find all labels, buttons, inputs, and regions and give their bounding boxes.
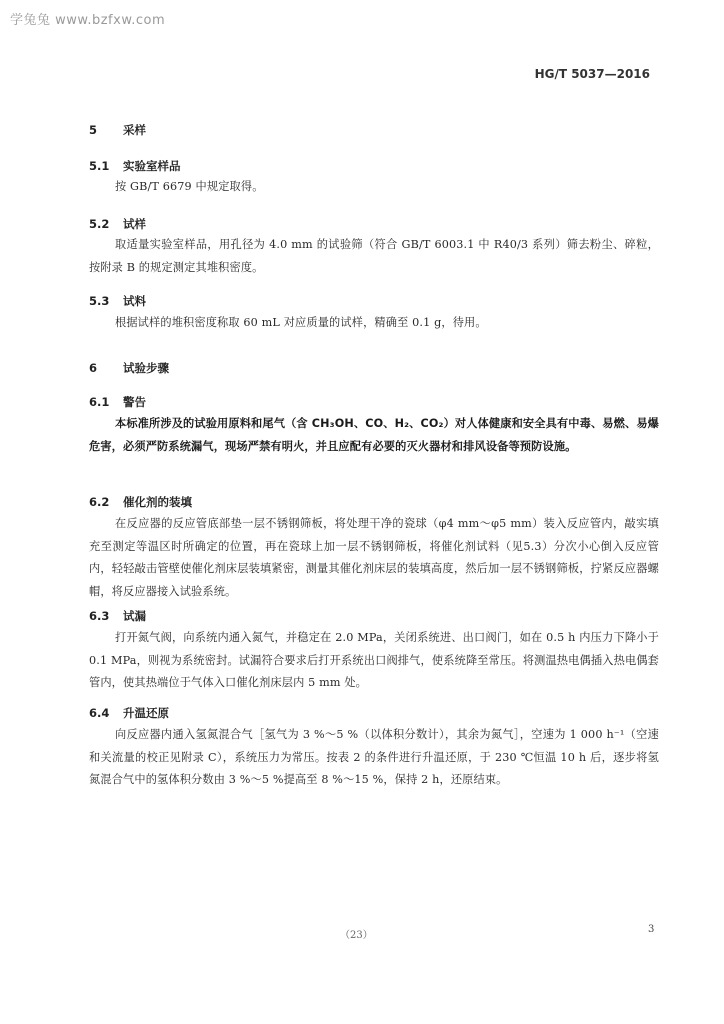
section-6-heading — [89, 360, 169, 376]
section-title: 实验室样品 — [123, 159, 181, 173]
site-watermark: 学兔兔 www.bzfxw.com — [10, 13, 166, 28]
section-6-2-text: 在反应器的反应管底部垫一层不锈钢筛板，将处理干净的瓷球（φ4 mm～φ5 mm）装入反应管内，敲实填充至测定等温区时所确定的位置，再在瓷球上加一层不锈钢筛板，将催化剂试料（见5.3）分次小心倒入反应管内，轻轻敲击管壁使催化剂床层装填紧密，测量其催化剂床层的装填高度，然后加一层不锈钢筛板，拧紧反应器螺帽，将反应器接入试验系统。 — [89, 517, 659, 598]
section-title: 催化剂的装填 — [123, 495, 192, 509]
section-number: 6 — [89, 361, 98, 375]
section-6-4-text: 向反应器内通入氢氮混合气［氢气为 3 %～5 %（以体积分数计），其余为氮气］，空速为 1 000 h⁻¹（空速和关流量的校正见附录 C），系统压力为常压。按表 2 的条件进行升温还原，于 230 ℃恒温 10 h 后，逐步将氢氮混合气中的氢体积分数由 3 %～5 %提高至 8 %～15 %，保持 2 h，还原结束。 — [89, 728, 659, 786]
section-title: 试漏 — [123, 609, 146, 623]
section-title: 采样 — [123, 123, 146, 137]
standard-code: HG/T 5037—2016 — [534, 67, 650, 81]
section-5-1-text: 按 GB/T 6679 中规定取得。 — [115, 180, 264, 193]
section-6-3-text: 打开氮气阀，向系统内通入氮气，并稳定在 2.0 MPa，关闭系统进、出口阀门，如在 0.5 h 内压力下降小于 0.1 MPa，则视为系统密封。试漏符合要求后打开系统出口阀排气，使系统降至常压。将测温热电偶插入热电偶套管内，使其热端位于气体入口催化剂床层内 5 mm 处。 — [89, 631, 659, 689]
section-5-3-heading — [89, 293, 146, 309]
section-number: 5.2 — [89, 217, 110, 231]
section-6-1-heading — [89, 394, 146, 410]
section-5-1-heading — [89, 158, 181, 174]
section-6-3-heading — [89, 608, 146, 624]
section-number: 6.3 — [89, 609, 110, 623]
section-title: 试样 — [123, 217, 146, 231]
section-number: 5.1 — [89, 159, 110, 173]
section-title: 试验步骤 — [123, 361, 169, 375]
section-title: 试料 — [123, 294, 146, 308]
section-6-2-heading — [89, 494, 192, 510]
section-5-2-text: 取适量实验室样品，用孔径为 4.0 mm 的试验筛（符合 GB/T 6003.1 中 R40/3 系列）筛去粉尘、碎粒，按附录 B 的规定测定其堆积密度。 — [89, 238, 659, 274]
section-5-heading — [89, 122, 146, 138]
section-number: 6.1 — [89, 395, 110, 409]
section-6-4-heading — [89, 705, 169, 721]
section-title: 警告 — [123, 395, 146, 409]
section-5-3-text: 根据试样的堆积密度称取 60 mL 对应质量的试样，精确至 0.1 g，待用。 — [115, 316, 487, 329]
section-number: 5 — [89, 123, 98, 137]
section-5-2-heading — [89, 216, 146, 232]
section-number: 6.2 — [89, 495, 110, 509]
section-number: 6.4 — [89, 706, 110, 720]
page-number: 3 — [648, 924, 655, 935]
section-number: 5.3 — [89, 294, 110, 308]
section-6-1-warning-text: 本标准所涉及的试验用原料和尾气（含 CH₃OH、CO、H₂、CO₂）对人体健康和安全具有中毒、易燃、易爆危害，必须严防系统漏气，现场严禁有明火，并且应配有必要的灭火器材和排风设备等预防设施。 — [89, 417, 659, 453]
section-title: 升温还原 — [123, 706, 169, 720]
footer-sequence-number: （23） — [340, 930, 373, 941]
